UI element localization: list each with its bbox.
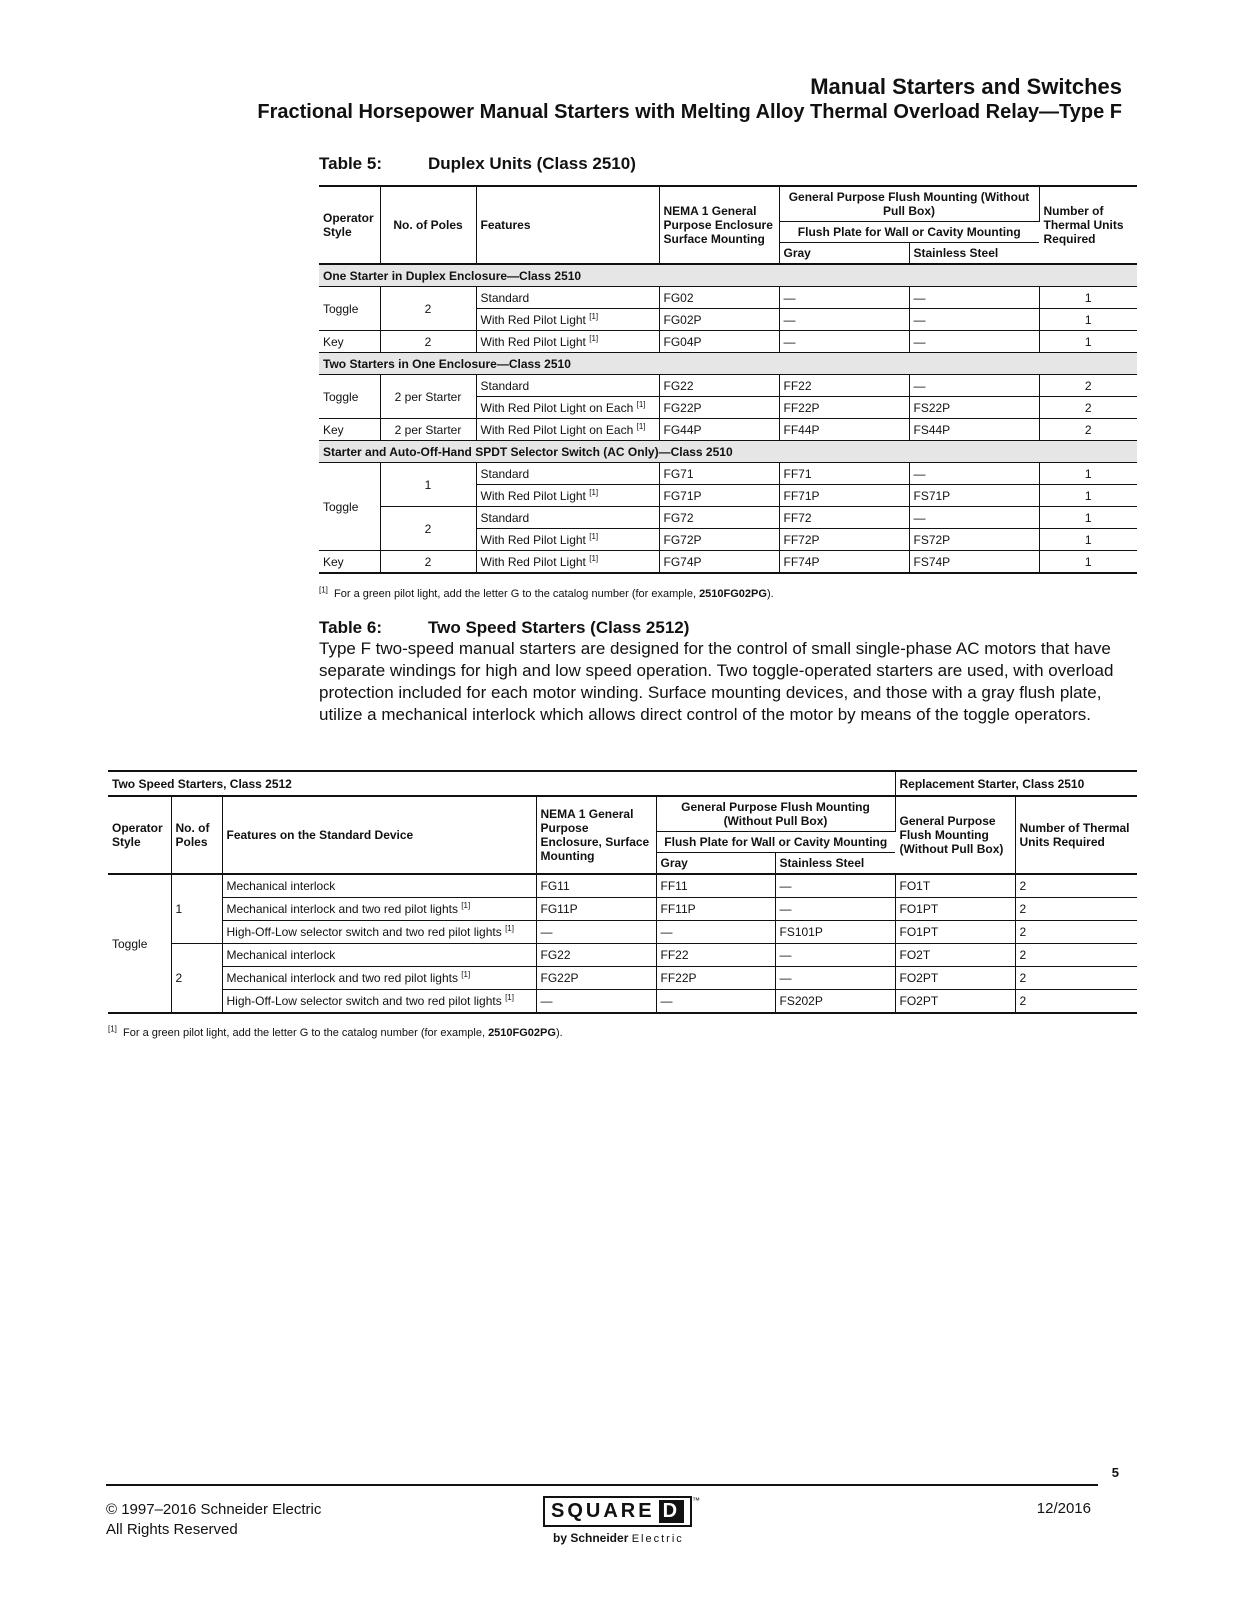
table6-number: Table 6: bbox=[319, 618, 382, 637]
gray-cell: FF22 bbox=[779, 375, 909, 397]
operator-style-cell: Key bbox=[319, 419, 380, 441]
square-d-logo: SQUARE D ™ by Schneider Electric bbox=[543, 1496, 713, 1545]
feature-cell: With Red Pilot Light [1] bbox=[476, 309, 659, 331]
table5-footnote: [1] For a green pilot light, add the letter G to the catalog number (for example, 2510FG02PG). bbox=[319, 585, 774, 600]
col-poles: No. of Poles bbox=[380, 186, 476, 264]
nema-cell: FG22 bbox=[536, 944, 656, 967]
stainless-cell: FS202P bbox=[775, 990, 895, 1014]
gray-cell: FF22P bbox=[779, 397, 909, 419]
stainless-cell: — bbox=[909, 287, 1039, 309]
table6-group-row bbox=[108, 771, 1137, 796]
feature-cell: Mechanical interlock bbox=[222, 874, 536, 898]
gray-cell: — bbox=[779, 287, 909, 309]
table-row bbox=[108, 990, 1137, 1014]
logo-tagline: by Schneider Electric bbox=[553, 1531, 684, 1545]
col-operator-style: Operator Style bbox=[108, 796, 171, 874]
publication-date: 12/2016 bbox=[1036, 1500, 1091, 1517]
col-replacement-flush: General Purpose Flush Mounting (Without Pull Box) bbox=[895, 796, 1015, 874]
gray-cell: FF72 bbox=[779, 507, 909, 529]
stainless-cell: — bbox=[775, 967, 895, 990]
table6-title: Two Speed Starters (Class 2512) bbox=[428, 618, 690, 637]
gray-cell: FF44P bbox=[779, 419, 909, 441]
nema-cell: FG74P bbox=[659, 551, 779, 574]
col-flush-plate: Flush Plate for Wall or Cavity Mounting bbox=[779, 222, 1039, 243]
nema-cell: FG22P bbox=[659, 397, 779, 419]
table-row bbox=[319, 463, 1137, 485]
gray-cell: — bbox=[779, 309, 909, 331]
thermal-cell: 2 bbox=[1039, 375, 1137, 397]
gray-cell: FF71 bbox=[779, 463, 909, 485]
thermal-cell: 1 bbox=[1039, 309, 1137, 331]
stainless-cell: FS71P bbox=[909, 485, 1039, 507]
table5-section-row bbox=[319, 441, 1137, 463]
thermal-cell: 1 bbox=[1039, 551, 1137, 574]
nema-cell: FG22P bbox=[536, 967, 656, 990]
table5 bbox=[319, 185, 1137, 574]
nema-cell: FG11P bbox=[536, 898, 656, 921]
stainless-cell: — bbox=[909, 309, 1039, 331]
table-row bbox=[108, 967, 1137, 990]
col-gray: Gray bbox=[656, 853, 775, 875]
thermal-cell: 2 bbox=[1015, 944, 1137, 967]
replacement-cell: FO1PT bbox=[895, 921, 1015, 944]
gray-cell: FF11P bbox=[656, 898, 775, 921]
col-gp-flush: General Purpose Flush Mounting (Without Pull Box) bbox=[779, 186, 1039, 222]
rights-line: All Rights Reserved bbox=[106, 1521, 238, 1538]
nema-cell: FG72 bbox=[659, 507, 779, 529]
poles-cell: 2 bbox=[380, 507, 476, 551]
feature-cell: Mechanical interlock bbox=[222, 944, 536, 967]
col-operator-style: Operator Style bbox=[319, 186, 380, 264]
stainless-cell: FS22P bbox=[909, 397, 1039, 419]
table6-description: Type F two-speed manual starters are designed for the control of small single-phase AC motors that have separate windings for high and low speed operation. Two toggle-operated starters are used, with overload protection included for each motor winding. Surface mounting devices, and those with a gray flush plate, utilize a mechanical interlock which allows direct control of the motor by means of the toggle operators. bbox=[319, 639, 1114, 724]
operator-style-cell: Toggle bbox=[108, 874, 171, 1013]
footnote-mark: [1] bbox=[319, 585, 328, 595]
feature-cell: With Red Pilot Light [1] bbox=[476, 551, 659, 574]
page-number: 5 bbox=[1111, 1465, 1119, 1480]
poles-cell: 2 bbox=[380, 287, 476, 331]
table-row bbox=[319, 551, 1137, 574]
replacement-cell: FO2PT bbox=[895, 967, 1015, 990]
thermal-cell: 2 bbox=[1039, 397, 1137, 419]
stainless-cell: — bbox=[775, 874, 895, 898]
stainless-cell: — bbox=[909, 507, 1039, 529]
col-flush-plate: Flush Plate for Wall or Cavity Mounting bbox=[656, 832, 895, 853]
copyright bbox=[106, 1500, 321, 1540]
nema-cell: FG02 bbox=[659, 287, 779, 309]
feature-cell: High-Off-Low selector switch and two red pilot lights [1] bbox=[222, 990, 536, 1014]
thermal-cell: 2 bbox=[1039, 419, 1137, 441]
poles-cell: 1 bbox=[380, 463, 476, 507]
group-replacement: Replacement Starter, Class 2510 bbox=[895, 771, 1137, 796]
col-gp-flush: General Purpose Flush Mounting (Without Pull Box) bbox=[656, 796, 895, 832]
replacement-cell: FO1T bbox=[895, 874, 1015, 898]
table-row bbox=[108, 874, 1137, 898]
footnote-mark: [1] bbox=[108, 1024, 117, 1034]
group-two-speed: Two Speed Starters, Class 2512 bbox=[108, 771, 895, 796]
nema-cell: FG04P bbox=[659, 331, 779, 353]
stainless-cell: FS72P bbox=[909, 529, 1039, 551]
operator-style-cell: Key bbox=[319, 331, 380, 353]
col-features: Features bbox=[476, 186, 659, 264]
table-row bbox=[319, 419, 1137, 441]
feature-cell: Standard bbox=[476, 507, 659, 529]
stainless-cell: — bbox=[909, 463, 1039, 485]
col-nema: NEMA 1 General Purpose Enclosure Surface Mounting bbox=[659, 186, 779, 264]
thermal-cell: 1 bbox=[1039, 287, 1137, 309]
table-row bbox=[319, 287, 1137, 309]
logo-wordmark: SQUARE D bbox=[543, 1496, 692, 1527]
feature-cell: Mechanical interlock and two red pilot lights [1] bbox=[222, 967, 536, 990]
gray-cell: FF72P bbox=[779, 529, 909, 551]
gray-cell: FF11 bbox=[656, 874, 775, 898]
poles-cell: 2 bbox=[380, 331, 476, 353]
thermal-cell: 1 bbox=[1039, 331, 1137, 353]
gray-cell: FF71P bbox=[779, 485, 909, 507]
page-title: Manual Starters and Switches bbox=[810, 74, 1122, 99]
copyright-line: © 1997–2016 Schneider Electric bbox=[106, 1501, 322, 1518]
thermal-cell: 2 bbox=[1015, 967, 1137, 990]
nema-cell: FG22 bbox=[659, 375, 779, 397]
nema-cell: FG71 bbox=[659, 463, 779, 485]
poles-cell: 2 bbox=[171, 944, 222, 1014]
table-row bbox=[319, 331, 1137, 353]
section-label: One Starter in Duplex Enclosure—Class 2510 bbox=[319, 264, 1137, 287]
thermal-cell: 1 bbox=[1039, 507, 1137, 529]
replacement-cell: FO1PT bbox=[895, 898, 1015, 921]
gray-cell: — bbox=[779, 331, 909, 353]
col-features: Features on the Standard Device bbox=[222, 796, 536, 874]
table-row bbox=[319, 375, 1137, 397]
nema-cell: FG02P bbox=[659, 309, 779, 331]
thermal-cell: 2 bbox=[1015, 990, 1137, 1014]
page-subtitle: Fractional Horsepower Manual Starters with Melting Alloy Thermal Overload Relay—Type F bbox=[257, 101, 1122, 123]
stainless-cell: — bbox=[909, 375, 1039, 397]
replacement-cell: FO2T bbox=[895, 944, 1015, 967]
feature-cell: With Red Pilot Light on Each [1] bbox=[476, 419, 659, 441]
gray-cell: FF74P bbox=[779, 551, 909, 574]
footer-divider bbox=[106, 1484, 1098, 1486]
nema-cell: FG71P bbox=[659, 485, 779, 507]
table5-header-row-1 bbox=[319, 186, 1137, 222]
replacement-cell: FO2PT bbox=[895, 990, 1015, 1014]
operator-style-cell: Toggle bbox=[319, 287, 380, 331]
thermal-cell: 1 bbox=[1039, 463, 1137, 485]
feature-cell: Mechanical interlock and two red pilot lights [1] bbox=[222, 898, 536, 921]
operator-style-cell: Toggle bbox=[319, 463, 380, 551]
col-gray: Gray bbox=[779, 243, 909, 265]
operator-style-cell: Toggle bbox=[319, 375, 380, 419]
nema-cell: FG44P bbox=[659, 419, 779, 441]
table5-section-row bbox=[319, 353, 1137, 375]
table-row bbox=[108, 898, 1137, 921]
operator-style-cell: Key bbox=[319, 551, 380, 574]
stainless-cell: — bbox=[909, 331, 1039, 353]
table-row bbox=[108, 921, 1137, 944]
feature-cell: With Red Pilot Light on Each [1] bbox=[476, 397, 659, 419]
thermal-cell: 1 bbox=[1039, 529, 1137, 551]
feature-cell: With Red Pilot Light [1] bbox=[476, 331, 659, 353]
section-label: Starter and Auto-Off-Hand SPDT Selector Switch (AC Only)—Class 2510 bbox=[319, 441, 1137, 463]
table6 bbox=[108, 770, 1137, 1014]
table-row bbox=[108, 944, 1137, 967]
stainless-cell: — bbox=[775, 944, 895, 967]
thermal-cell: 1 bbox=[1039, 485, 1137, 507]
stainless-cell: FS101P bbox=[775, 921, 895, 944]
col-thermal: Number of Thermal Units Required bbox=[1039, 186, 1137, 264]
feature-cell: High-Off-Low selector switch and two red pilot lights [1] bbox=[222, 921, 536, 944]
stainless-cell: — bbox=[775, 898, 895, 921]
feature-cell: Standard bbox=[476, 287, 659, 309]
feature-cell: Standard bbox=[476, 375, 659, 397]
table5-number: Table 5: bbox=[319, 154, 382, 173]
nema-cell: — bbox=[536, 921, 656, 944]
nema-cell: — bbox=[536, 990, 656, 1014]
gray-cell: — bbox=[656, 990, 775, 1014]
table6-caption bbox=[319, 618, 689, 638]
feature-cell: Standard bbox=[476, 463, 659, 485]
thermal-cell: 2 bbox=[1015, 921, 1137, 944]
table-row bbox=[319, 507, 1137, 529]
col-nema: NEMA 1 General Purpose Enclosure, Surface Mounting bbox=[536, 796, 656, 874]
gray-cell: FF22P bbox=[656, 967, 775, 990]
col-stainless: Stainless Steel bbox=[775, 853, 895, 875]
stainless-cell: FS74P bbox=[909, 551, 1039, 574]
section-label: Two Starters in One Enclosure—Class 2510 bbox=[319, 353, 1137, 375]
stainless-cell: FS44P bbox=[909, 419, 1039, 441]
gray-cell: — bbox=[656, 921, 775, 944]
thermal-cell: 2 bbox=[1015, 874, 1137, 898]
nema-cell: FG11 bbox=[536, 874, 656, 898]
col-stainless: Stainless Steel bbox=[909, 243, 1039, 265]
table5-caption bbox=[319, 154, 636, 174]
table6-footnote: [1] For a green pilot light, add the letter G to the catalog number (for example, 2510FG02PG). bbox=[108, 1024, 563, 1039]
nema-cell: FG72P bbox=[659, 529, 779, 551]
gray-cell: FF22 bbox=[656, 944, 775, 967]
col-poles: No. of Poles bbox=[171, 796, 222, 874]
thermal-cell: 2 bbox=[1015, 898, 1137, 921]
table5-section-row bbox=[319, 264, 1137, 287]
poles-cell: 2 bbox=[380, 551, 476, 574]
table5-title: Duplex Units (Class 2510) bbox=[428, 154, 636, 173]
feature-cell: With Red Pilot Light [1] bbox=[476, 485, 659, 507]
feature-cell: With Red Pilot Light [1] bbox=[476, 529, 659, 551]
poles-cell: 2 per Starter bbox=[380, 375, 476, 419]
table6-header-row-1 bbox=[108, 796, 1137, 832]
poles-cell: 1 bbox=[171, 874, 222, 944]
poles-cell: 2 per Starter bbox=[380, 419, 476, 441]
col-thermal: Number of Thermal Units Required bbox=[1015, 796, 1137, 874]
